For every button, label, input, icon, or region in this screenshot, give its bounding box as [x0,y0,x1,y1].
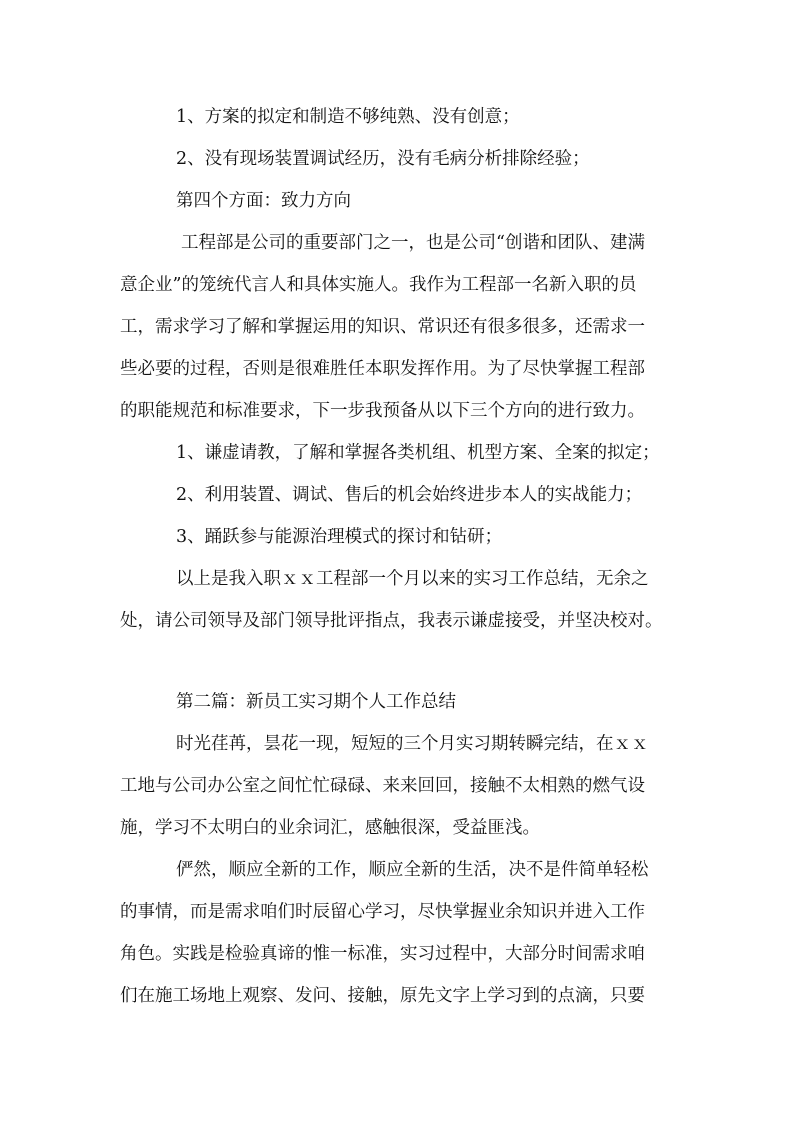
section-heading: 第四个方面：致力方向 [176,191,351,211]
paragraph-line: 意企业”的笼统代言人和具体实施人。我作为工程部一名新入职的员 [120,275,637,295]
list-item-3: 3、踊跃参与能源治理模式的探讨和钻研； [176,527,503,547]
paragraph-line: 处，请公司领导及部门领导批评指点，我表示谦虚接受，并坚决校对。 [120,611,663,631]
list-item-1: 1、谦虚请教，了解和掌握各类机组、机型方案、全案的拟定； [176,443,660,463]
list-item-1: 1、方案的拟定和制造不够纯熟、没有创意； [176,107,520,127]
paragraph-line: 工程部是公司的重要部门之一，也是公司“创谐和团队、建满 [181,233,645,253]
paragraph-line: 们在施工场地上观察、发问、接触，原先文字上学习到的点滴，只要 [120,986,645,1006]
list-item-2: 2、利用装置、调试、售后的机会始终进步本人的实战能力； [176,485,643,505]
paragraph-line: 工地与公司办公室之间忙忙碌碌、来来回回，接触不太相熟的燃气设 [120,776,645,796]
paragraph-line: 角色。实践是检验真谛的惟一标准，实习过程中，大部分时间需求咱 [120,944,645,964]
paragraph-line: 工，需求学习了解和掌握运用的知识、常识还有很多很多，还需求一 [120,317,645,337]
paragraph-line: 俨然，顺应全新的工作，顺应全新的生活，决不是件简单轻松 [176,860,649,880]
chapter-heading: 第二篇：新员工实习期个人工作总结 [176,692,456,712]
paragraph-line: 些必要的过程，否则是很难胜任本职发挥作用。为了尽快掌握工程部 [120,359,645,379]
paragraph-line: 施，学习不太明白的业余词汇，感触很深，受益匪浅。 [120,818,540,838]
paragraph-line: 时光荏苒，昙花一现，短短的三个月实习期转瞬完结，在ｘｘ [176,734,649,754]
list-item-2: 2、没有现场装置调试经历，没有毛病分析排除经验； [176,149,590,169]
paragraph-line: 的事情，而是需求咱们时辰留心学习，尽快掌握业余知识并进入工作 [120,902,645,922]
paragraph-line: 以上是我入职ｘｘ工程部一个月以来的实习工作总结，无余之 [176,569,649,589]
paragraph-line: 的职能规范和标准要求，下一步我预备从以下三个方向的进行致力。 [120,401,645,421]
